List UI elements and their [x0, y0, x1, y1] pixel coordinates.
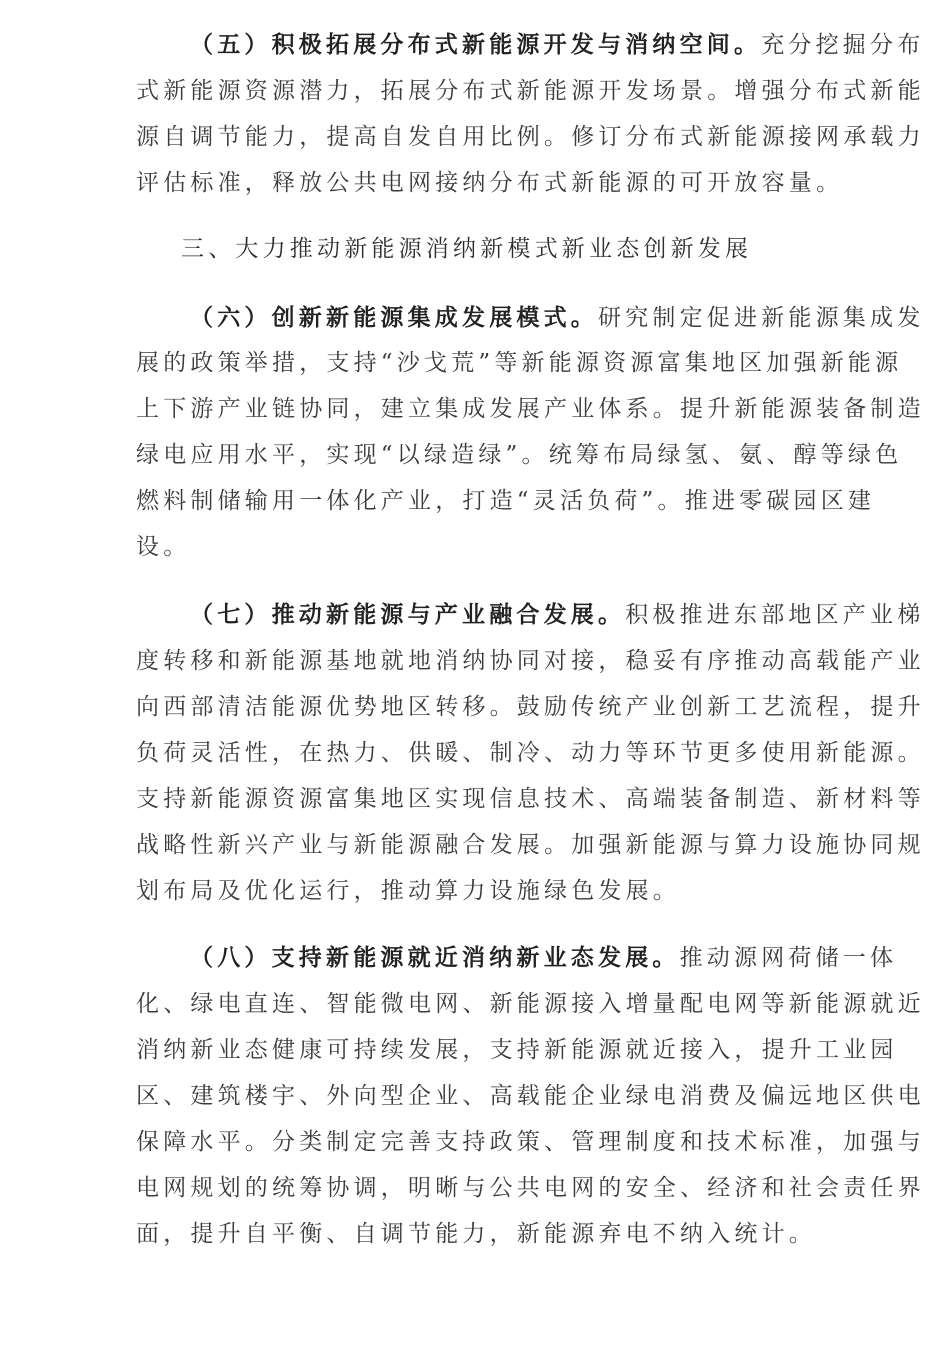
- paragraph-line: 区、建筑楼宇、外向型企业、高载能企业绿电消费及偏远地区供电: [136, 1083, 925, 1109]
- paragraph-text: 推动源网荷储一体: [679, 945, 898, 971]
- paragraph-line: [190, 303, 925, 333]
- paragraph-text: 积极推进东部地区产业梯: [625, 602, 925, 628]
- paragraph-lead: （六）创新新能源集成发展模式。: [190, 304, 598, 331]
- paragraph-text: 充分挖掘分布: [761, 32, 925, 58]
- paragraph-line: [190, 30, 925, 60]
- paragraph-text: 研究制定促进新能源集成发: [598, 305, 925, 331]
- paragraph-line: 向西部清洁能源优势地区转移。鼓励传统产业创新工艺流程，提升: [136, 694, 925, 720]
- paragraph-line: 上下游产业链协同，建立集成发展产业体系。提升新能源装备制造: [136, 396, 925, 422]
- paragraph-line: 保障水平。分类制定完善支持政策、管理制度和技术标准，加强与: [136, 1129, 925, 1155]
- paragraph-line: 负荷灵活性，在热力、供暖、制冷、动力等环节更多使用新能源。: [136, 740, 925, 766]
- paragraph-lead: （七）推动新能源与产业融合发展。: [190, 601, 626, 628]
- paragraph-line: 设。: [136, 534, 191, 560]
- paragraph-line: 面，提升自平衡、自调节能力，新能源弃电不纳入统计。: [136, 1221, 816, 1247]
- paragraph-line: 评估标准，释放公共电网接纳分布式新能源的可开放容量。: [136, 170, 844, 196]
- paragraph-line: [190, 943, 898, 973]
- paragraph-line: 燃料制储输用一体化产业，打造“灵活负荷”。推进零碳园区建: [136, 488, 876, 514]
- paragraph-line: 式新能源资源潜力，拓展分布式新能源开发场景。增强分布式新能: [136, 78, 925, 104]
- paragraph-line: 绿电应用水平，实现“以绿造绿”。统筹布局绿氢、氨、醇等绿色: [136, 442, 903, 468]
- paragraph-line: 化、绿电直连、智能微电网、新能源接入增量配电网等新能源就近: [136, 991, 925, 1017]
- paragraph-line: 电网规划的统筹协调，明晰与公共电网的安全、经济和社会责任界: [136, 1175, 925, 1201]
- paragraph-line: [190, 600, 925, 630]
- section-heading: 三、大力推动新能源消纳新模式新业态创新发展: [181, 236, 753, 262]
- paragraph-line: 消纳新业态健康可持续发展，支持新能源就近接入，提升工业园: [136, 1037, 898, 1063]
- paragraph-line: 展的政策举措，支持“沙戈荒”等新能源资源富集地区加强新能源: [136, 350, 903, 376]
- paragraph-line: 支持新能源资源富集地区实现信息技术、高端装备制造、新材料等: [136, 786, 925, 812]
- paragraph-line: 度转移和新能源基地就地消纳协同对接，稳妥有序推动高载能产业: [136, 648, 925, 674]
- paragraph-lead: （五）积极拓展分布式新能源开发与消纳空间。: [190, 31, 762, 58]
- paragraph-line: 划布局及优化运行，推动算力设施绿色发展。: [136, 878, 680, 904]
- paragraph-line: 战略性新兴产业与新能源融合发展。加强新能源与算力设施协同规: [136, 832, 925, 858]
- paragraph-line: 源自调节能力，提高自发自用比例。修订分布式新能源接网承载力: [136, 124, 925, 150]
- paragraph-lead: （八）支持新能源就近消纳新业态发展。: [190, 944, 680, 971]
